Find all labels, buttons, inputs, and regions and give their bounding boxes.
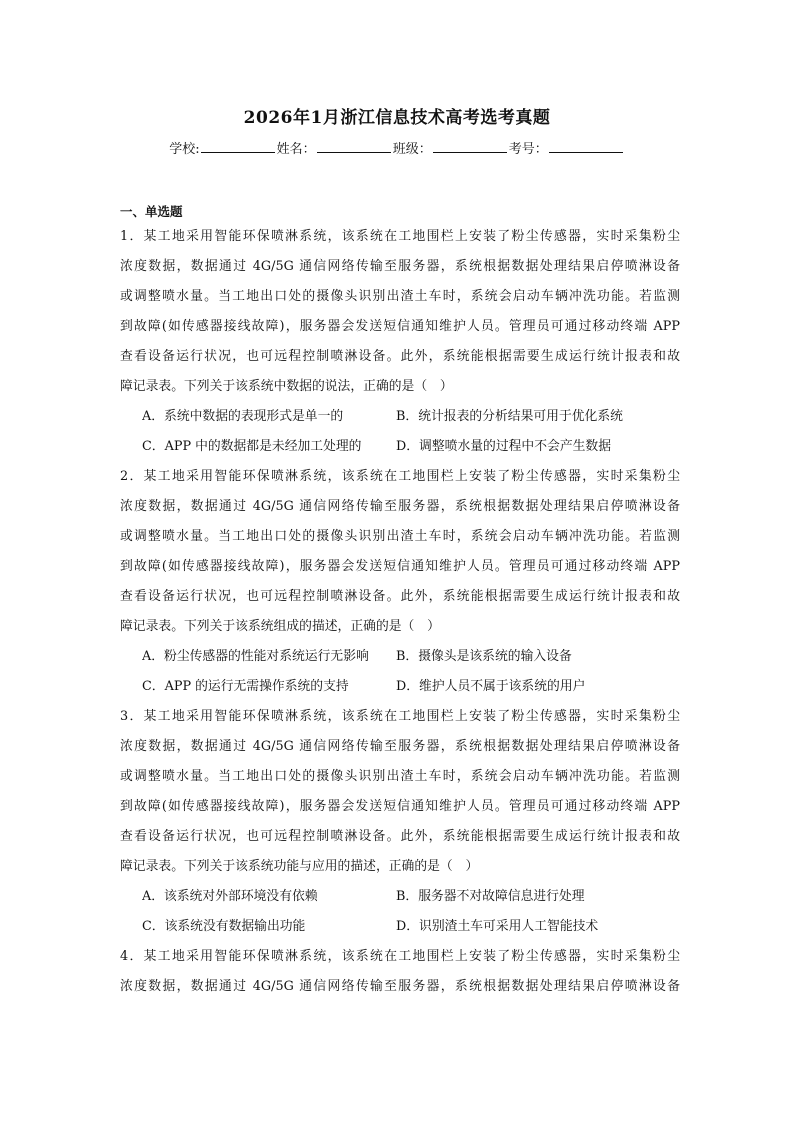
class-blank (433, 140, 507, 153)
question-text-line: 到故障(如传感器接线故障)，服务器会发送短信通知维护人员。管理员可通过移动终端 APP (120, 319, 680, 334)
option-b: B．统计报表的分析结果可用于优化系统 (396, 409, 623, 424)
question-text-line: 或调整喷水量。当工地出口处的摄像头识别出渣土车时，系统会启动车辆冲洗功能。若监测 (120, 769, 680, 784)
option-a: A．该系统对外部环境没有依赖 (142, 889, 318, 904)
question-text-line: 或调整喷水量。当工地出口处的摄像头识别出渣土车时，系统会启动车辆冲洗功能。若监测 (120, 529, 680, 544)
section-heading: 一、单选题 (120, 204, 183, 219)
option-d: D．维护人员不属于该系统的用户 (396, 679, 586, 694)
question-text-line: 浓度数据，数据通过 4G/5G 通信网络传输至服务器，系统根据数据处理结果启停喷淋设备 (120, 739, 680, 754)
question-text-line: 障记录表。下列关于该系统中数据的说法，正确的是（ ） (120, 379, 453, 394)
option-c: C．APP 中的数据都是未经加工处理的 (142, 439, 362, 454)
options-row (120, 912, 680, 942)
option-b: B．服务器不对故障信息进行处理 (396, 889, 585, 904)
question-text-line: 2．某工地采用智能环保喷淋系统，该系统在工地围栏上安装了粉尘传感器，实时采集粉尘 (120, 469, 680, 484)
exam-number-label: 考号： (508, 142, 548, 157)
option-d: D．调整喷水量的过程中不会产生数据 (396, 439, 612, 454)
question-item (120, 462, 680, 702)
exam-number-blank (549, 140, 623, 153)
option-a: A．系统中数据的表现形式是单一的 (142, 409, 344, 424)
question-text-line: 查看设备运行状况，也可远程控制喷淋设备。此外，系统能根据需要生成运行统计报表和故 (120, 589, 680, 604)
question-text-line: 障记录表。下列关于该系统组成的描述，正确的是（ ） (120, 619, 440, 634)
question-stem (120, 222, 680, 402)
question-text-line: 浓度数据，数据通过 4G/5G 通信网络传输至服务器，系统根据数据处理结果启停喷淋设备 (120, 259, 680, 274)
question-item (120, 942, 680, 1002)
options-row (120, 432, 680, 462)
student-info-line (0, 138, 794, 157)
question-text-line: 到故障(如传感器接线故障)，服务器会发送短信通知维护人员。管理员可通过移动终端 APP (120, 559, 680, 574)
question-text-line: 障记录表。下列关于该系统功能与应用的描述，正确的是（ ） (120, 859, 479, 874)
page-title: 2026年1月浙江信息技术高考选考真题 (243, 108, 551, 128)
option-c: C．APP 的运行无需操作系统的支持 (142, 679, 349, 694)
question-stem (120, 702, 680, 882)
question-text-line: 浓度数据，数据通过 4G/5G 通信网络传输至服务器，系统根据数据处理结果启停喷淋设备 (120, 979, 680, 994)
question-text-line: 查看设备运行状况，也可远程控制喷淋设备。此外，系统能根据需要生成运行统计报表和故 (120, 349, 680, 364)
options-row (120, 672, 680, 702)
question-stem (120, 942, 680, 1002)
option-d: D．识别渣土车可采用人工智能技术 (396, 919, 599, 934)
options-row (120, 642, 680, 672)
question-text-line: 到故障(如传感器接线故障)，服务器会发送短信通知维护人员。管理员可通过移动终端 APP (120, 799, 680, 814)
option-c: C．该系统没有数据输出功能 (142, 919, 306, 934)
option-b: B．摄像头是该系统的输入设备 (396, 649, 572, 664)
question-text-line: 查看设备运行状况，也可远程控制喷淋设备。此外，系统能根据需要生成运行统计报表和故 (120, 829, 680, 844)
question-text-line: 4．某工地采用智能环保喷淋系统，该系统在工地围栏上安装了粉尘传感器，实时采集粉尘 (120, 949, 680, 964)
question-item (120, 222, 680, 462)
question-text-line: 浓度数据，数据通过 4G/5G 通信网络传输至服务器，系统根据数据处理结果启停喷淋设备 (120, 499, 680, 514)
question-stem (120, 462, 680, 642)
question-list (120, 222, 680, 1002)
options-row (120, 402, 680, 432)
school-label: 学校: (169, 142, 200, 157)
question-text-line: 3．某工地采用智能环保喷淋系统，该系统在工地围栏上安装了粉尘传感器，实时采集粉尘 (120, 709, 680, 724)
options-row (120, 882, 680, 912)
question-text-line: 或调整喷水量。当工地出口处的摄像头识别出渣土车时，系统会启动车辆冲洗功能。若监测 (120, 289, 680, 304)
class-label: 班级： (392, 142, 432, 157)
option-a: A．粉尘传感器的性能对系统运行无影响 (142, 649, 369, 664)
question-text-line: 1．某工地采用智能环保喷淋系统，该系统在工地围栏上安装了粉尘传感器，实时采集粉尘 (120, 229, 680, 244)
name-blank (317, 140, 391, 153)
school-blank (201, 140, 275, 153)
question-item (120, 702, 680, 942)
name-label: 姓名： (276, 142, 316, 157)
